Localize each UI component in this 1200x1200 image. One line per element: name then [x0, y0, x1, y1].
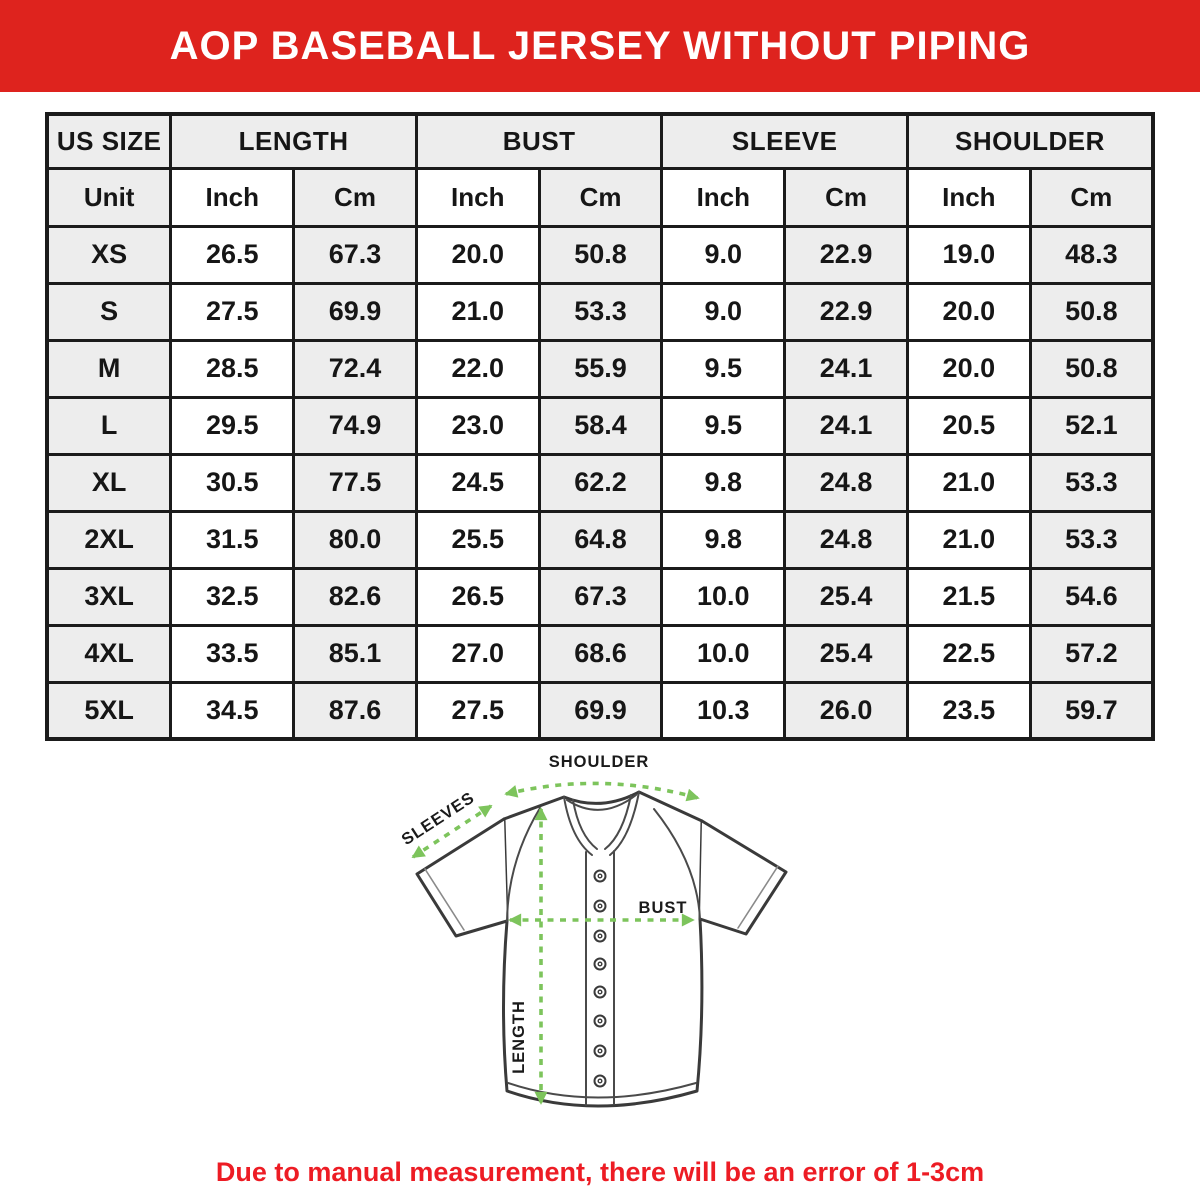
size-cell: M: [47, 340, 171, 397]
value-cell: 64.8: [539, 511, 662, 568]
value-cell: 25.4: [785, 568, 908, 625]
size-cell: XL: [47, 454, 171, 511]
value-cell: 72.4: [294, 340, 417, 397]
value-cell: 9.8: [662, 454, 785, 511]
unit-label-cell: Unit: [47, 168, 171, 226]
size-cell: 2XL: [47, 511, 171, 568]
right-sleeve-fill: [700, 821, 786, 934]
value-cell: 20.0: [416, 226, 539, 283]
value-cell: 30.5: [171, 454, 294, 511]
value-cell: 34.5: [171, 682, 294, 739]
value-cell: 24.8: [785, 511, 908, 568]
size-cell: 4XL: [47, 625, 171, 682]
value-cell: 21.0: [907, 454, 1030, 511]
header-shoulder: SHOULDER: [907, 114, 1153, 168]
value-cell: 23.0: [416, 397, 539, 454]
measurement-error-note: Due to manual measurement, there will be an error of 1-3cm: [215, 1157, 985, 1187]
table-row: [47, 340, 1153, 397]
value-cell: 58.4: [539, 397, 662, 454]
title-banner: [0, 0, 1200, 92]
value-cell: 24.1: [785, 397, 908, 454]
value-cell: 25.5: [416, 511, 539, 568]
bust-label: BUST: [638, 899, 688, 917]
value-cell: 50.8: [539, 226, 662, 283]
value-cell: 22.5: [907, 625, 1030, 682]
value-cell: 50.8: [1030, 283, 1153, 340]
value-cell: 57.2: [1030, 625, 1153, 682]
value-cell: 67.3: [294, 226, 417, 283]
value-cell: 20.5: [907, 397, 1030, 454]
value-cell: 21.5: [907, 568, 1030, 625]
jersey-outline-drawing: [417, 792, 786, 1106]
value-cell: 20.0: [907, 340, 1030, 397]
value-cell: 53.3: [1030, 454, 1153, 511]
value-cell: 19.0: [907, 226, 1030, 283]
page-title: AOP BASEBALL JERSEY WITHOUT PIPING: [169, 23, 1031, 68]
size-cell: L: [47, 397, 171, 454]
value-cell: 9.8: [662, 511, 785, 568]
value-cell: 48.3: [1030, 226, 1153, 283]
value-cell: 22.0: [416, 340, 539, 397]
value-cell: 21.0: [416, 283, 539, 340]
group-header-row: [47, 114, 1153, 168]
value-cell: 33.5: [171, 625, 294, 682]
value-cell: 24.5: [416, 454, 539, 511]
shoulder-label: SHOULDER: [548, 753, 650, 771]
value-cell: 62.2: [539, 454, 662, 511]
value-cell: 10.0: [662, 568, 785, 625]
value-cell: 21.0: [907, 511, 1030, 568]
value-cell: 74.9: [294, 397, 417, 454]
value-cell: 22.9: [785, 283, 908, 340]
jersey-measurement-diagram: [0, 747, 1200, 1143]
size-chart-body: [47, 226, 1153, 739]
table-row: [47, 682, 1153, 739]
table-row: [47, 568, 1153, 625]
value-cell: 53.3: [1030, 511, 1153, 568]
header-length: LENGTH: [171, 114, 417, 168]
table-row: [47, 397, 1153, 454]
value-cell: 52.1: [1030, 397, 1153, 454]
size-chart-table: [45, 112, 1155, 741]
unit-header-cm: Cm: [785, 168, 908, 226]
header-sleeve: SLEEVE: [662, 114, 908, 168]
value-cell: 10.0: [662, 625, 785, 682]
value-cell: 27.0: [416, 625, 539, 682]
unit-header-inch: Inch: [171, 168, 294, 226]
value-cell: 67.3: [539, 568, 662, 625]
table-row: [47, 625, 1153, 682]
value-cell: 27.5: [171, 283, 294, 340]
size-cell: S: [47, 283, 171, 340]
unit-header-row: [47, 168, 1153, 226]
value-cell: 59.7: [1030, 682, 1153, 739]
value-cell: 9.0: [662, 283, 785, 340]
value-cell: 9.0: [662, 226, 785, 283]
value-cell: 87.6: [294, 682, 417, 739]
value-cell: 10.3: [662, 682, 785, 739]
size-cell: 5XL: [47, 682, 171, 739]
table-row: [47, 226, 1153, 283]
unit-header-inch: Inch: [662, 168, 785, 226]
value-cell: 24.8: [785, 454, 908, 511]
value-cell: 26.0: [785, 682, 908, 739]
value-cell: 77.5: [294, 454, 417, 511]
header-bust: BUST: [416, 114, 662, 168]
value-cell: 50.8: [1030, 340, 1153, 397]
value-cell: 29.5: [171, 397, 294, 454]
value-cell: 55.9: [539, 340, 662, 397]
size-cell: XS: [47, 226, 171, 283]
unit-header-inch: Inch: [416, 168, 539, 226]
value-cell: 69.9: [539, 682, 662, 739]
value-cell: 27.5: [416, 682, 539, 739]
sleeves-label: SLEEVES: [398, 788, 479, 849]
shoulder-measure-line: [506, 783, 698, 798]
value-cell: 68.6: [539, 625, 662, 682]
table-row: [47, 454, 1153, 511]
value-cell: 69.9: [294, 283, 417, 340]
jersey-torso-fill: [504, 792, 703, 1106]
value-cell: 24.1: [785, 340, 908, 397]
value-cell: 80.0: [294, 511, 417, 568]
value-cell: 31.5: [171, 511, 294, 568]
value-cell: 25.4: [785, 625, 908, 682]
value-cell: 26.5: [171, 226, 294, 283]
value-cell: 20.0: [907, 283, 1030, 340]
value-cell: 9.5: [662, 340, 785, 397]
value-cell: 9.5: [662, 397, 785, 454]
value-cell: 28.5: [171, 340, 294, 397]
table-row: [47, 283, 1153, 340]
table-row: [47, 511, 1153, 568]
unit-header-cm: Cm: [1030, 168, 1153, 226]
value-cell: 53.3: [539, 283, 662, 340]
unit-header-cm: Cm: [539, 168, 662, 226]
length-label: LENGTH: [510, 1000, 528, 1074]
value-cell: 85.1: [294, 625, 417, 682]
value-cell: 32.5: [171, 568, 294, 625]
value-cell: 22.9: [785, 226, 908, 283]
jersey-diagram-svg: [386, 747, 814, 1143]
unit-header-cm: Cm: [294, 168, 417, 226]
unit-header-inch: Inch: [907, 168, 1030, 226]
value-cell: 54.6: [1030, 568, 1153, 625]
header-us-size: US SIZE: [47, 114, 171, 168]
value-cell: 23.5: [907, 682, 1030, 739]
value-cell: 26.5: [416, 568, 539, 625]
size-cell: 3XL: [47, 568, 171, 625]
value-cell: 82.6: [294, 568, 417, 625]
